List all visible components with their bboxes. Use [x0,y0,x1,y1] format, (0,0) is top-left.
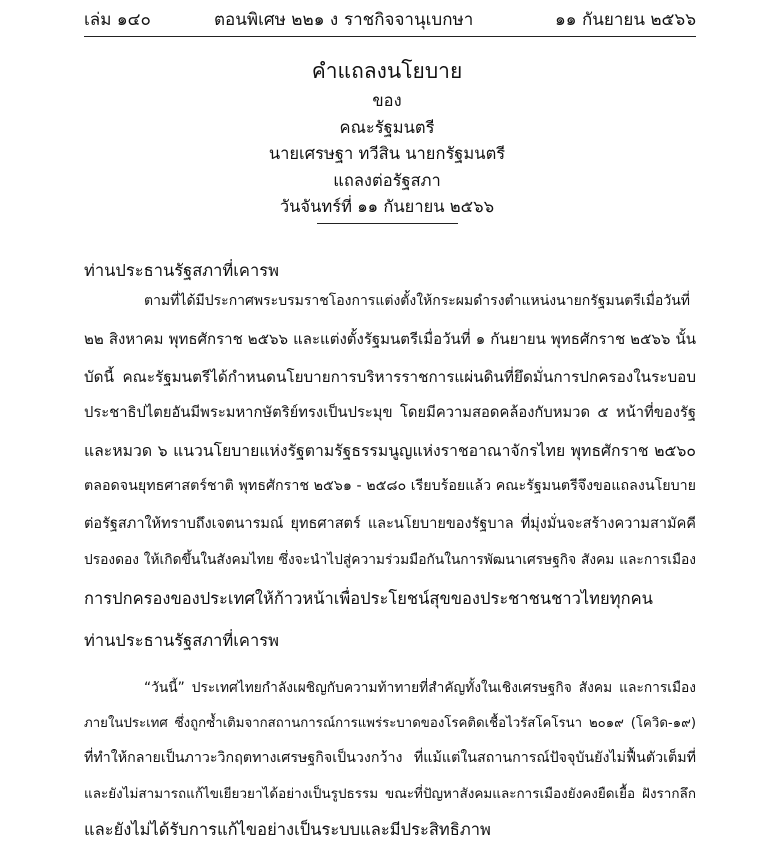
gazette-header [84,6,696,34]
paragraph-1-line-8: ปรองดอง ให้เกิดขึ้นในสังคมไทย ซึ่งจะนำไปสู่ความร่วมมือกันในการพัฒนาเศรษฐกิจ สังคม และการเมือง [84,552,696,568]
title-rule [317,223,458,224]
title-line-prime-minister: นายเศรษฐา ทวีสิน นายกรัฐมนตรี [268,144,506,163]
title-line-parliament: แถลงต่อรัฐสภา [333,170,441,190]
paragraph-1-line-2: ๒๒ สิงหาคม พุทธศักราช ๒๕๖๖ และแต่งตั้งรัฐมนตรีเมื่อวันที่ ๑ กันยายน พุทธศักราช ๒๕๖๖ นั้น [84,330,696,348]
header-gazette-name: ราชกิจจานุเบกษา [344,10,474,30]
salutation-2: ท่านประธานรัฐสภาที่เคารพ [84,631,279,650]
header-date: ๑๑ กันยายน ๒๕๖๖ [554,10,696,30]
paragraph-2-line-2: ภายในประเทศ ซึ่งถูกซ้ำเติมจากสถานการณ์การแพร่ระบาดของโรคติดเชื้อไวรัสโคโรนา ๒๐๑๙ (โควิด-๑๙) [84,716,696,731]
paragraph-2-line-4: และยังไม่สามารถแก้ไขเยียวยาได้อย่างเป็นรูปธรรม ขณะที่ปัญหาสังคมและการเมืองยังคงยืดเยื้อ ฝังรากลึก [84,786,696,802]
header-section: ตอนพิเศษ ๒๒๑ ง [214,10,339,30]
paragraph-1-line-3: บัดนี้ คณะรัฐมนตรีได้กำหนดนโยบายการบริหารราชการแผ่นดินที่ยึดมั่นการปกครองในระบอบ [84,368,696,386]
header-rule [84,36,696,37]
title-line-cabinet: คณะรัฐมนตรี [339,117,435,137]
paragraph-1-line-4: ประชาธิปไตยอันมีพระมหากษัตริย์ทรงเป็นประมุข โดยมีความสอดคล้องกับหมวด ๕ หน้าที่ของรัฐ [84,404,696,421]
paragraph-2-line-3: ที่ทำให้กลายเป็นภาวะวิกฤตทางเศรษฐกิจเป็นวงกว้าง ที่แม้แต่ในสถานการณ์ปัจจุบันยังไม่ฟื้นตัวเต็มที่ [84,750,696,766]
salutation-1: ท่านประธานรัฐสภาที่เคารพ [84,261,279,280]
paragraph-1 [84,290,696,608]
paragraph-2-line-1: “วันนี้” ประเทศไทยกำลังเผชิญกับความท้าทายที่สำคัญทั้งในเชิงเศรษฐกิจ สังคม และการเมือง [144,680,696,696]
header-volume: เล่ม ๑๔๐ [84,10,151,30]
paragraph-2-line-5: และยังไม่ได้รับการแก้ไขอย่างเป็นระบบและมีประสิทธิภาพ [84,820,491,839]
paragraph-1-line-5: และหมวด ๖ แนวนโยบายแห่งรัฐตามรัฐธรรมนูญแห่งราชอาณาจักรไทย พุทธศักราช ๒๕๖๐ [84,441,696,460]
title-line-date: วันจันทร์ที่ ๑๑ กันยายน ๒๕๖๖ [279,197,495,216]
paragraph-1-line-1: ตามที่ได้มีประกาศพระบรมราชโองการแต่งตั้งให้กระผมดำรงตำแหน่งนายกรัฐมนตรีเมื่อวันที่ [144,293,690,309]
paragraph-1-line-9: การปกครองของประเทศให้ก้าวหน้าเพื่อประโยชน์สุขของประชาชนชาวไทยทุกคน [84,589,653,608]
paragraph-1-line-7: ต่อรัฐสภาให้ทราบถึงเจตนารมณ์ ยุทธศาสตร์ และนโยบายของรัฐบาล ที่มุ่งมั่นจะสร้างความสามัคคี [84,516,696,532]
title-block [0,56,774,221]
paragraph-1-line-6: ตลอดจนยุทธศาสตร์ชาติ พุทธศักราช ๒๕๖๑ - ๒๕๘๐ เรียบร้อยแล้ว คณะรัฐมนตรีจึงขอแถลงนโยบาย [84,478,696,494]
document-title: คำแถลงนโยบาย [311,59,463,83]
title-line-of: ของ [372,91,402,110]
paragraph-2 [84,677,696,857]
